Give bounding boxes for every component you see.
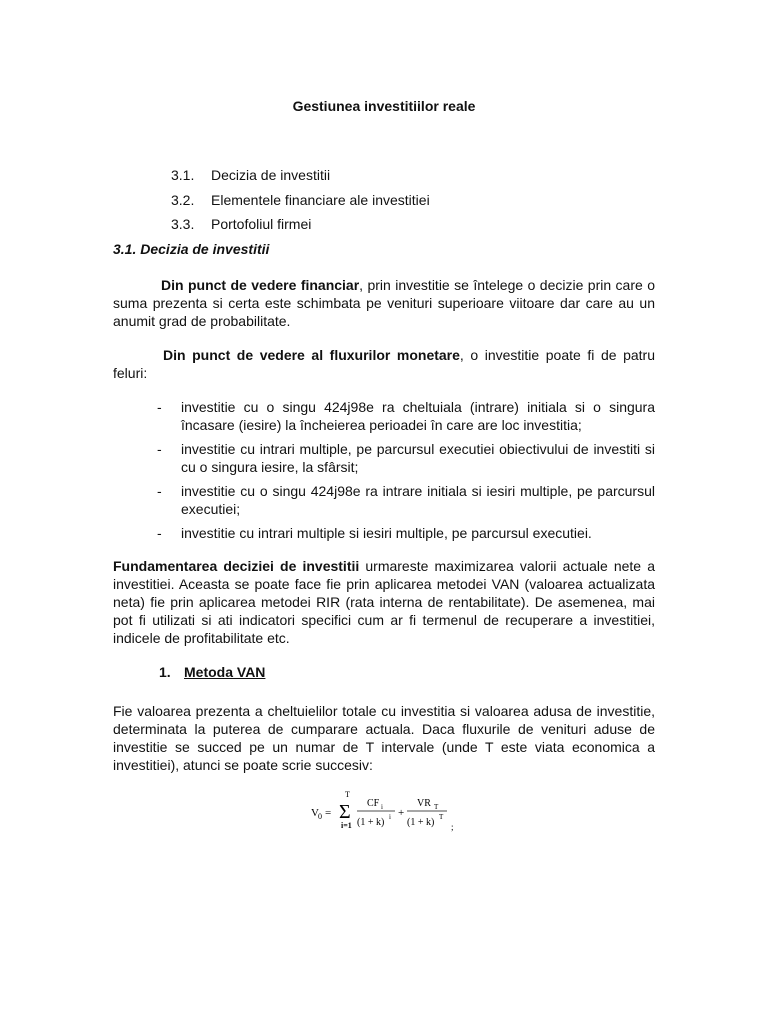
- paragraph-text: , prin investitie se întelege o decizie prin care o suma prezenta si certa este schimbata pe venituri superioare viitoare dar care au un anumit grad de probabilitate.: [113, 277, 655, 329]
- section-heading: 3.1. Decizia de investitii: [113, 241, 270, 257]
- toc-item: [171, 215, 430, 240]
- list-item: [157, 398, 655, 434]
- formula-frac1-den: (1 + k): [357, 817, 385, 828]
- formula-frac2-num-sub: T: [434, 803, 439, 811]
- list-item: [157, 440, 655, 476]
- list-dash: -: [157, 483, 162, 499]
- toc-item-number: 3.2.: [171, 191, 195, 208]
- list-item-text: investitie cu o singu 424j98e ra intrare initiala si iesiri multiple, pe parcursul executiei;: [181, 483, 655, 517]
- toc-item-label: Elementele financiare ale investitiei: [211, 191, 430, 208]
- formula-sum-top: T: [345, 790, 350, 799]
- list-item: [157, 482, 655, 518]
- list-dash: -: [157, 525, 162, 541]
- formula-lhs: V: [311, 807, 319, 819]
- paragraph-financial-view: [113, 276, 655, 330]
- paragraph-van-intro: Fie valoarea prezenta a cheltuielilor totale cu investitia si valoarea adusa de investitie, determinata la puterea de cumparare actuala. Daca fluxurile de venituri aduse de investitie se succed pe un numar de T intervale (unde T este viata economica a investitiei), atunci se poate scrie succesiv:: [113, 703, 655, 773]
- formula-lhs-sub: 0: [318, 812, 322, 821]
- paragraph-bold-lead: Din punct de vedere financiar: [161, 277, 360, 293]
- van-formula: [311, 790, 461, 842]
- toc-item-number: 3.1.: [171, 167, 195, 183]
- toc-item-label: Decizia de investitii: [211, 167, 331, 183]
- formula-sum-sign: Σ: [339, 801, 351, 823]
- paragraph-bold-lead: Fundamentarea deciziei de investitii: [113, 558, 360, 574]
- method-title: Metoda VAN: [184, 664, 266, 680]
- toc-item: [171, 191, 430, 216]
- formula-end: ;: [451, 822, 454, 832]
- formula-frac1-num-sub: i: [381, 803, 383, 811]
- paragraph-decision-foundation: [113, 557, 655, 647]
- formula-equals: =: [325, 807, 332, 819]
- paragraph-bold-lead: Din punct de vedere al fluxurilor monetare: [163, 347, 460, 363]
- formula-frac2-num: VR: [417, 798, 431, 809]
- method-number: 1.: [159, 664, 171, 680]
- list-dash: -: [157, 399, 162, 415]
- formula-plus: +: [398, 807, 405, 819]
- list-item-text: investitie cu intrari multiple, pe parcursul executiei obiectivului de investiti si cu o singura iesire, la sfârsit;: [181, 441, 655, 475]
- list-item-text: investitie cu intrari multiple si iesiri multiple, pe parcursul executiei.: [181, 525, 592, 541]
- formula-frac1-num: CF: [367, 798, 380, 809]
- list-dash: -: [157, 441, 162, 457]
- investment-types-list: [157, 398, 655, 548]
- formula-frac2-den-sup: T: [439, 813, 444, 821]
- formula-frac1-den-sup: i: [389, 813, 391, 821]
- method-heading: [159, 663, 265, 681]
- paragraph-text: , o investitie poate fi de patru feluri:: [113, 347, 655, 381]
- toc-item-label: Portofoliul firmei: [211, 216, 312, 232]
- formula-sum-bottom: i=1: [341, 821, 352, 830]
- list-item-text: investitie cu o singu 424j98e ra cheltuiala (intrare) initiala si o singura încasare (iesire) la încheierea perioadei în care are loc investitia;: [181, 399, 655, 433]
- paragraph-cash-flow-view: [113, 346, 655, 382]
- table-of-contents: [171, 166, 430, 240]
- paragraph-text: urmareste maximizarea valorii actuale nete a investitiei. Aceasta se poate face fie prin aplicarea metodei VAN (valoarea actualizata neta) fie prin aplicarea metodei RIR (rata interna de rentabilitate). De asemenea, mai pot fi utilizati si ati indicatori specifici cum ar fi termenul de recuperare a investitiei, indicele de profitabilitate etc.: [113, 558, 655, 646]
- document-title: Gestiunea investitiilor reale: [292, 98, 476, 114]
- toc-item-number: 3.3.: [171, 216, 195, 232]
- formula-frac2-den: (1 + k): [407, 817, 435, 828]
- toc-item: [171, 166, 430, 191]
- list-item: [157, 524, 655, 542]
